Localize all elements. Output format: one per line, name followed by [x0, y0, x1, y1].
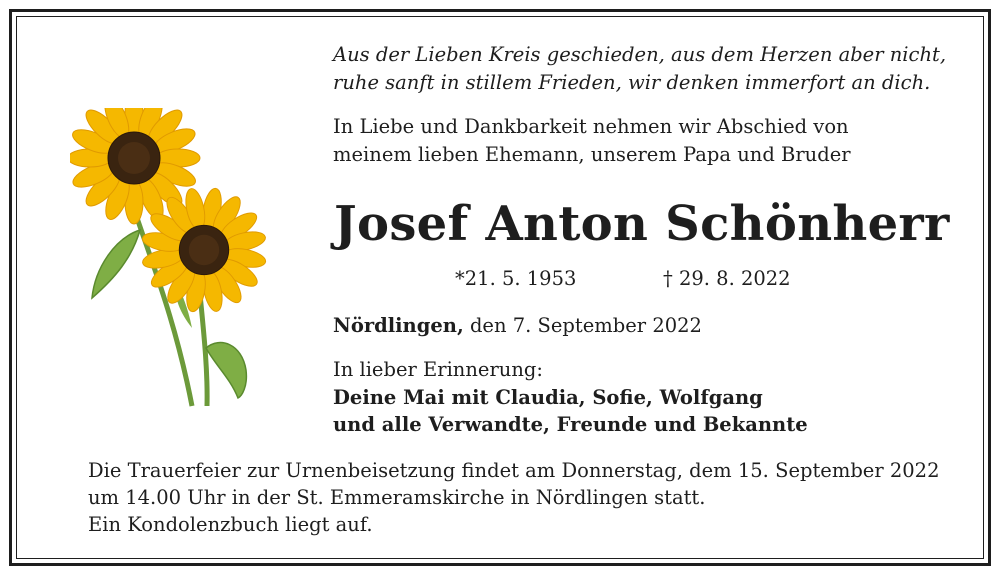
leaf-right — [206, 343, 246, 398]
mourners-line-1: Deine Mai mit Claudia, Sofie, Wolfgang — [333, 386, 763, 409]
leaf-left — [92, 230, 140, 298]
place-date-line — [333, 313, 702, 339]
death-date: † 29. 8. 2022 — [663, 267, 791, 290]
birth-date: *21. 5. 1953 — [455, 267, 577, 290]
intro-line-2: meinem lieben Ehemann, unserem Papa und Bruder — [333, 143, 851, 166]
deceased-name: Josef Anton Schönherr — [334, 196, 950, 252]
place: Nördlingen, — [333, 314, 464, 337]
funeral-notice-line-3: Ein Kondolenzbuch liegt auf. — [88, 513, 373, 536]
verse-line-1: Aus der Lieben Kreis geschieden, aus dem Herzen aber nicht, — [333, 43, 947, 66]
remembrance-label: In lieber Erinnerung: — [333, 358, 543, 381]
verse-line-2: ruhe sanft in stillem Frieden, wir denken immerfort an dich. — [333, 71, 931, 94]
date: den 7. September 2022 — [469, 314, 702, 337]
mourners-line-2: und alle Verwandte, Freunde und Bekannte — [333, 413, 808, 436]
sunflowers-illustration — [70, 108, 270, 413]
funeral-notice-line-1: Die Trauerfeier zur Urnenbeisetzung findet am Donnerstag, dem 15. September 2022 — [88, 459, 940, 482]
funeral-notice-line-2: um 14.00 Uhr in der St. Emmeramskirche in Nördlingen statt. — [88, 486, 706, 509]
intro-line-1: In Liebe und Dankbarkeit nehmen wir Abschied von — [333, 115, 849, 138]
